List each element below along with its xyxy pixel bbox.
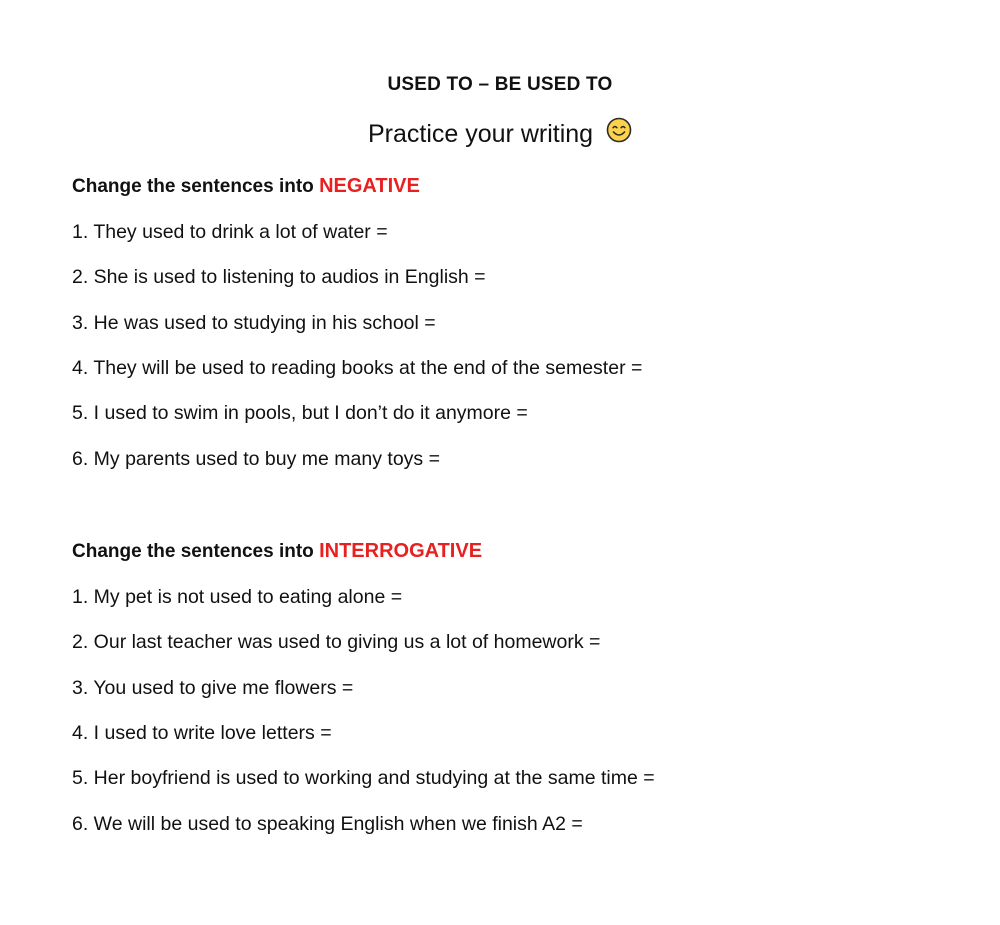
section-heading-negative bbox=[72, 175, 420, 198]
section-keyword-interrogative: INTERROGATIVE bbox=[319, 540, 483, 562]
interrogative-item-4: 4. I used to write love letters = bbox=[72, 722, 332, 744]
negative-item-5: 5. I used to swim in pools, but I don’t do it anymore = bbox=[72, 402, 528, 424]
negative-item-4: 4. They will be used to reading books at the end of the semester = bbox=[72, 357, 643, 379]
negative-item-6: 6. My parents used to buy me many toys = bbox=[72, 448, 440, 470]
section-heading-text: Change the sentences into bbox=[72, 541, 314, 562]
interrogative-item-2: 2. Our last teacher was used to giving us a lot of homework = bbox=[72, 631, 601, 653]
negative-item-1: 1. They used to drink a lot of water = bbox=[72, 221, 388, 243]
section-keyword-negative: NEGATIVE bbox=[319, 175, 420, 197]
worksheet-subtitle bbox=[0, 120, 1000, 150]
worksheet-title: USED TO – BE USED TO bbox=[387, 74, 613, 95]
section-heading-interrogative bbox=[72, 540, 482, 563]
negative-item-2: 2. She is used to listening to audios in English = bbox=[72, 266, 486, 288]
section-heading-text: Change the sentences into bbox=[72, 176, 314, 197]
interrogative-item-1: 1. My pet is not used to eating alone = bbox=[72, 586, 403, 608]
subtitle-text: Practice your writing bbox=[367, 120, 594, 148]
smiling-face-icon bbox=[606, 117, 632, 150]
interrogative-item-3: 3. You used to give me flowers = bbox=[72, 677, 354, 699]
interrogative-item-5: 5. Her boyfriend is used to working and studying at the same time = bbox=[72, 767, 655, 789]
negative-item-3: 3. He was used to studying in his school = bbox=[72, 312, 436, 334]
interrogative-item-6: 6. We will be used to speaking English when we finish A2 = bbox=[72, 813, 583, 835]
